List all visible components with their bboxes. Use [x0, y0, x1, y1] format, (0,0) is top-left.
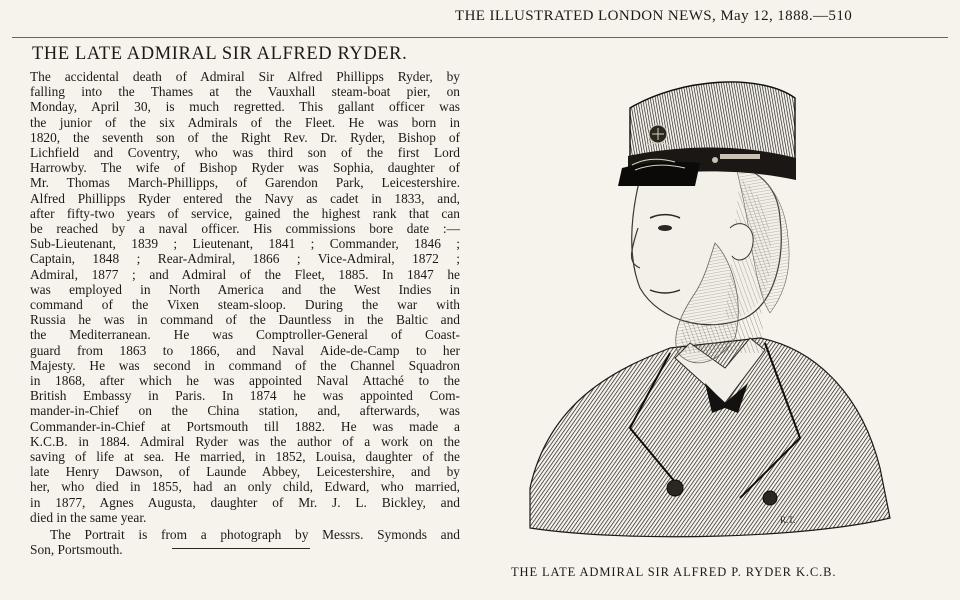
article-line: Harrowby. The wife of Bishop Ryder was Sophia, daughter of [30, 160, 460, 176]
article-line: her, who died in 1855, had an only child, Edward, who married, [30, 479, 460, 495]
article-line: after fifty-two years of service, gained the highest rank that can [30, 205, 460, 221]
article-line: Alfred Phillipps Ryder entered the Navy as cadet in 1833, and, [30, 190, 460, 206]
coat-button [667, 480, 683, 496]
article-line: Captain, 1848 ; Rear-Admiral, 1866 ; Vice-Admiral, 1872 ; [30, 251, 460, 267]
article-line: The accidental death of Admiral Sir Alfred Phillipps Ryder, by [30, 69, 460, 84]
article-line: Commander-in-Chief at Portsmouth till 1882. He was made a [30, 418, 460, 434]
article-line: British Embassy in Paris. In 1874 he was appointed Com- [30, 388, 460, 404]
article-body [30, 69, 460, 525]
portrait-illustration [510, 68, 900, 558]
article-line: guard from 1863 to 1866, and Naval Aide-de-Camp to her [30, 342, 460, 358]
article-line: 1820, the seventh son of the Right Rev. Dr. Ryder, Bishop of [30, 129, 460, 145]
portrait-note-line: Son, Portsmouth. [30, 542, 123, 558]
article-line: K.C.B. in 1884. Admiral Ryder was the author of a work on the [30, 433, 460, 449]
article-line: Sub-Lieutenant, 1839 ; Lieutenant, 1841 ; Commander, 1846 ; [30, 236, 460, 252]
coat-button [763, 491, 777, 505]
article-line: be reached by a naval officer. His commissions bore date :— [30, 221, 460, 237]
article-line: Majesty. He was second in command of the Channel Squadron [30, 357, 460, 373]
portrait-engraving [510, 68, 900, 558]
article-column [30, 44, 460, 558]
article-end-rule [172, 548, 310, 549]
engraver-mark: R.T. [780, 515, 796, 525]
portrait-source-note [30, 527, 460, 557]
article-line: Monday, April 30, is much regretted. This gallant officer was [30, 99, 460, 115]
masthead-title: THE ILLUSTRATED LONDON NEWS, May 12, 1888.—510 [455, 8, 853, 24]
article-line: died in the same year. [30, 509, 147, 525]
portrait-caption: THE LATE ADMIRAL SIR ALFRED P. RYDER K.C.B. [511, 565, 837, 579]
article-line: in 1868, after which he was appointed Naval Attaché to the [30, 373, 460, 389]
article-line: Lichfield and Coventry, who was third son of the first Lord [30, 145, 460, 161]
article-line: falling into the Thames at the Vauxhall steam-boat pier, on [30, 84, 460, 100]
article-line: the junior of the six Admirals of the Fleet. He was born in [30, 114, 460, 130]
article-headline: THE LATE ADMIRAL SIR ALFRED RYDER. [32, 44, 408, 64]
article-line: mander-in-Chief on the China station, and, afterwards, was [30, 403, 460, 419]
article-line: command of the Vixen steam-sloop. During the war with [30, 297, 460, 313]
article-line: Russia he was in command of the Dauntless in the Baltic and [30, 312, 460, 328]
article-line: was employed in North America and the West Indies in [30, 281, 460, 297]
article-line: the Mediterranean. He was Comptroller-General of Coast- [30, 327, 460, 343]
portrait-note-line: The Portrait is from a photograph by Messrs. Symonds and [50, 527, 460, 543]
article-line: in 1877, Agnes Augusta, daughter of Mr. J. L. Bickley, and [30, 494, 460, 510]
article-line: saving of life at sea. He married, in 1852, Louisa, daughter of the [30, 449, 460, 465]
article-line: Admiral, 1877 ; and Admiral of the Fleet, 1885. In 1847 he [30, 266, 460, 282]
article-line: late Henry Dawson, of Launde Abbey, Leicestershire, and by [30, 464, 460, 480]
masthead-rule [12, 37, 948, 38]
article-line: Mr. Thomas March-Phillipps, of Garendon Park, Leicestershire. [30, 175, 460, 191]
